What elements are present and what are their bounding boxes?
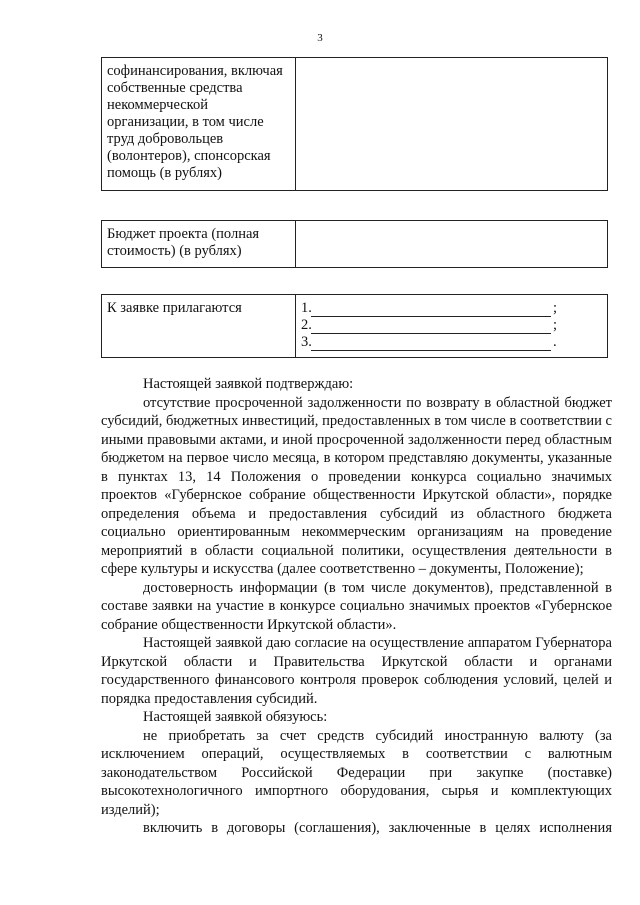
cofinancing-table — [101, 57, 608, 191]
cofinancing-label-line: некоммерческой — [107, 97, 208, 113]
attachment-number: 2. — [301, 317, 312, 333]
attachment-blank[interactable] — [311, 335, 551, 351]
attachment-blank[interactable] — [311, 318, 551, 334]
cofinancing-label-line: (волонтеров), спонсорская — [107, 148, 271, 164]
cofinancing-value-cell[interactable] — [296, 58, 608, 191]
paragraph: Настоящей заявкой обязуюсь: — [143, 709, 328, 725]
paragraph: Настоящей заявкой даю согласие на осуществление аппаратом Губернатора Иркутской области и Правительства Иркутской области и органами государственного финансового контроля проверок соблюдения условий, целей и порядка предоставления субсидий. — [101, 635, 612, 707]
cofinancing-label-cell — [102, 58, 296, 191]
budget-label-line: Бюджет проекта (полная — [107, 226, 260, 242]
cofinancing-label-line: организации, в том числе — [107, 114, 264, 130]
attachment-line-3[interactable] — [301, 334, 602, 351]
attachment-end-mark: . — [553, 334, 557, 350]
paragraph: Настоящей заявкой подтверждаю: — [143, 376, 354, 392]
cofinancing-label-line: помощь (в рублях) — [107, 165, 222, 181]
attachment-line-1[interactable] — [301, 300, 602, 317]
page-number: 3 — [317, 32, 323, 44]
paragraph: достоверность информации (в том числе документов), представленной в составе заявки на участие в конкурсе социально значимых проектов «Губернское собрание общественности Иркутской области». — [101, 579, 612, 633]
attachments-list-cell — [296, 295, 608, 358]
cofinancing-label-line: собственные средства — [107, 80, 243, 96]
cofinancing-label-line: труд добровольцев — [107, 131, 224, 147]
cofinancing-label-line: софинансирования, включая — [107, 63, 283, 79]
attachment-number: 3. — [301, 334, 312, 350]
budget-table — [101, 220, 608, 268]
attachments-table — [101, 294, 608, 358]
body-text — [101, 375, 612, 838]
paragraph: включить в договоры (соглашения), заключенные в целях исполнения — [143, 820, 612, 836]
attachments-label-cell: К заявке прилагаются — [102, 295, 296, 358]
paragraph: отсутствие просроченной задолженности по возврату в областной бюджет субсидий, бюджетных инвестиций, предоставленных в том числе в соответствии с иными правовыми актами, и иной просроченной задолженности перед областным бюджетом на первое число месяца, в котором представляю документы, указанные в пунктах 13, 14 Положения о проведении конкурса социально значимых проектов «Губернское собрание общественности Иркутской области», порядке определения объема и предоставления субсидий из областного бюджета социально ориентированным некоммерческим организациям на проведение мероприятий в области социальной политики, осуществления деятельности в сфере культуры и искусства (далее соответственно – документы, Положение); — [101, 394, 612, 577]
attachment-number: 1. — [301, 300, 312, 316]
budget-label-line: стоимость) (в рублях) — [107, 243, 242, 259]
budget-label-cell — [102, 221, 296, 268]
attachment-end-mark: ; — [553, 300, 558, 316]
budget-value-cell[interactable] — [296, 221, 608, 268]
attachment-line-2[interactable] — [301, 317, 602, 334]
attachment-end-mark: ; — [553, 317, 558, 333]
attachment-blank[interactable] — [311, 301, 551, 317]
paragraph: не приобретать за счет средств субсидий иностранную валюту (за исключением операций, осуществляемых в соответствии с валютным законодательством Российской Федерации при закупке (поставке) высокотехнологичного импортного оборудования, сырья и комплектующих изделий); — [101, 727, 612, 818]
